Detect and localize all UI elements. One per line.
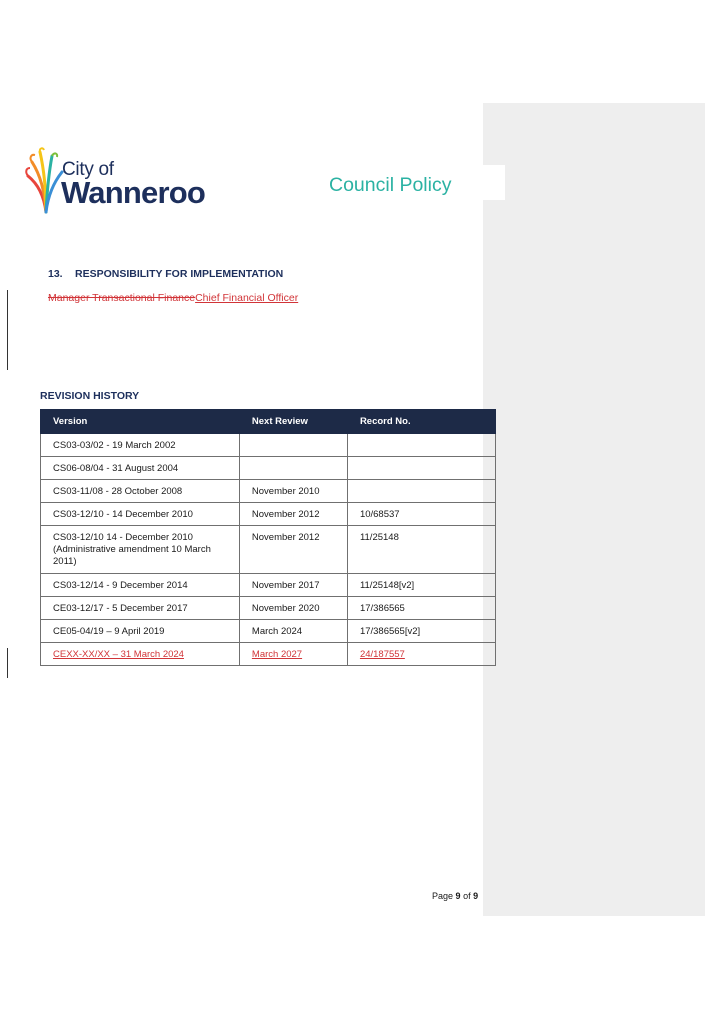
- tracked-deletion[interactable]: Manager Transactional Finance: [48, 292, 196, 304]
- cell-record-no: [347, 457, 495, 480]
- table-row: [41, 434, 496, 457]
- section-title: RESPONSIBILITY FOR IMPLEMENTATION: [75, 268, 284, 280]
- page-total: 9: [473, 891, 479, 901]
- cell-record-no: 17/386565[v2]: [347, 620, 495, 643]
- cell-next-review: November 2017: [239, 574, 347, 597]
- logo-text-city-of: City of: [62, 159, 114, 180]
- cell-version: CS03-12/10 - 14 December 2010: [41, 503, 240, 526]
- column-header-next-review: Next Review: [239, 410, 347, 434]
- cell-next-review: March 2024: [239, 620, 347, 643]
- table-row: [41, 503, 496, 526]
- cell-version: CS03-11/08 - 28 October 2008: [41, 480, 240, 503]
- column-header-record-no: Record No.: [347, 410, 495, 434]
- cell-version: [41, 526, 240, 574]
- table-header-row: [41, 410, 496, 434]
- cell-version: CE03-12/17 - 5 December 2017: [41, 597, 240, 620]
- page-number: [432, 891, 478, 901]
- city-logo: [24, 146, 214, 214]
- table-row: [41, 574, 496, 597]
- cell-next-review: March 2027: [239, 643, 347, 666]
- table-row: [41, 597, 496, 620]
- tracked-insertion[interactable]: Chief Financial Officer: [195, 292, 299, 304]
- cell-version: CS06-08/04 - 31 August 2004: [41, 457, 240, 480]
- cell-record-no: 10/68537: [347, 503, 495, 526]
- responsibility-text: [48, 292, 298, 304]
- cell-version-main: CS03-12/10 14 - December 2010: [53, 532, 193, 543]
- header-notch: [483, 165, 505, 200]
- page-of: of: [463, 891, 471, 901]
- section-number: 13.: [48, 268, 63, 280]
- cell-next-review: November 2010: [239, 480, 347, 503]
- cell-version: CEXX-XX/XX – 31 March 2024: [41, 643, 240, 666]
- cell-next-review: November 2012: [239, 503, 347, 526]
- change-bar: [7, 648, 8, 678]
- revision-history-table: [40, 409, 496, 666]
- cell-version: CS03-12/14 - 9 December 2014: [41, 574, 240, 597]
- table-row: [41, 620, 496, 643]
- column-header-version: Version: [41, 410, 240, 434]
- cell-next-review: [239, 434, 347, 457]
- change-bar: [7, 290, 8, 370]
- cell-version: CE05-04/19 – 9 April 2019: [41, 620, 240, 643]
- comment-pane: [483, 103, 705, 916]
- table-row: [41, 526, 496, 574]
- cell-version: CS03-03/02 - 19 March 2002: [41, 434, 240, 457]
- cell-record-no: 11/25148: [347, 526, 495, 574]
- cell-version-note: (Administrative amendment 10 March 2011): [53, 544, 211, 567]
- cell-record-no: [347, 480, 495, 503]
- logo-fronds-icon: [24, 146, 64, 214]
- page-current: 9: [455, 891, 461, 901]
- page-prefix: Page: [432, 891, 454, 901]
- table-row: [41, 457, 496, 480]
- cell-record-no: 11/25148[v2]: [347, 574, 495, 597]
- cell-record-no: [347, 434, 495, 457]
- cell-record-no: 17/386565: [347, 597, 495, 620]
- cell-next-review: November 2020: [239, 597, 347, 620]
- revision-history-heading: REVISION HISTORY: [40, 390, 140, 402]
- table-row: [41, 480, 496, 503]
- cell-next-review: November 2012: [239, 526, 347, 574]
- section-heading: [48, 268, 283, 280]
- table-row-tracked-insertion[interactable]: [41, 643, 496, 666]
- logo-text-wanneroo: Wanneroo: [61, 175, 205, 210]
- cell-next-review: [239, 457, 347, 480]
- document-type-title: Council Policy: [329, 174, 452, 196]
- cell-record-no: 24/187557: [347, 643, 495, 666]
